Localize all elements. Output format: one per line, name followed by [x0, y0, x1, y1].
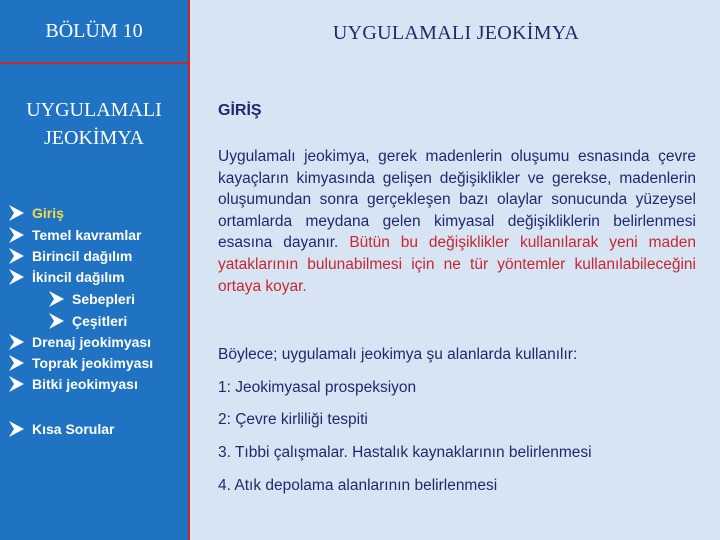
nav-item-giris[interactable] — [6, 203, 64, 223]
usage-item: 3. Tıbbi çalışmalar. Hastalık kaynaklarının belirlenmesi — [218, 444, 592, 461]
intro-text: Uygulamalı jeokimya, gerek madenlerin oluşumu esnasında çevre kayaçların kimyasında gelişen değişiklikler ve gerekse, madenlerin oluşumundan sonra gerçekleşen bazı olaylar sonucunda yüzeysel ortamlarda meydana gelen kimyasal değişikliklerin belirlenmesi esasına dayanır. — [218, 148, 696, 252]
usage-item: 4. Atık depolama alanlarının belirlenmesi — [218, 477, 498, 494]
sidebar-header — [0, 0, 188, 64]
arrowhead-bullet-icon — [6, 332, 26, 352]
arrowhead-bullet-icon — [46, 289, 66, 309]
nav-item-label: Sebepleri — [72, 291, 136, 307]
intro-highlight-text: Bütün bu değişiklikler kullanılarak yeni maden yataklarının bulunabilmesi için ne tür yöntemler kullanılabileceğini ortaya koyar. — [218, 234, 697, 295]
arrowhead-bullet-icon — [6, 246, 26, 266]
nav-item-label: Temel kavramlar — [32, 227, 142, 243]
arrowhead-bullet-icon — [6, 267, 26, 287]
usage-intro: Böylece; uygulamalı jeokimya şu alanlarda kullanılır: — [218, 346, 578, 363]
usage-item: 2: Çevre kirliliği tespiti — [218, 411, 368, 428]
nav-item-kisa-sorular[interactable] — [6, 419, 114, 439]
arrowhead-bullet-icon — [46, 311, 66, 331]
sidebar-title-line1: UYGULAMALI — [26, 99, 162, 121]
sidebar-title — [0, 96, 188, 152]
nav-item-label: Bitki jeokimyası — [32, 376, 138, 392]
nav-item-sebepleri[interactable] — [46, 289, 135, 309]
section-title: GİRİŞ — [218, 102, 262, 119]
intro-paragraph — [218, 146, 696, 297]
nav-item-label: Giriş — [32, 205, 64, 221]
nav-item-cesitleri[interactable] — [46, 311, 127, 331]
nav-item-drenaj-jeokimyasi[interactable] — [6, 332, 151, 352]
nav-item-label: Kısa Sorular — [32, 421, 115, 437]
arrowhead-bullet-icon — [6, 203, 26, 223]
nav-item-label: Drenaj jeokimyası — [32, 334, 152, 350]
nav-item-birincil-dagilim[interactable] — [6, 246, 132, 266]
sidebar-title-line2: JEOKİMYA — [44, 127, 144, 149]
usage-item: 1: Jeokimyasal prospeksiyon — [218, 379, 417, 396]
arrowhead-bullet-icon — [6, 225, 26, 245]
page-title: UYGULAMALI JEOKİMYA — [332, 22, 580, 44]
arrowhead-bullet-icon — [6, 374, 26, 394]
nav-item-bitki-jeokimyasi[interactable] — [6, 374, 138, 394]
arrowhead-bullet-icon — [6, 353, 26, 373]
chapter-label: BÖLÜM 10 — [45, 20, 143, 42]
nav-item-label: İkincil dağılım — [32, 269, 125, 285]
nav-item-label: Çeşitleri — [72, 313, 128, 329]
nav-item-ikincil-dagilim[interactable] — [6, 267, 125, 287]
nav-item-label: Toprak jeokimyası — [32, 355, 154, 371]
nav-item-label: Birincil dağılım — [32, 248, 133, 264]
arrowhead-bullet-icon — [6, 419, 26, 439]
sidebar — [0, 0, 190, 540]
nav-item-toprak-jeokimyasi[interactable] — [6, 353, 153, 373]
nav-item-temel-kavramlar[interactable] — [6, 225, 141, 245]
